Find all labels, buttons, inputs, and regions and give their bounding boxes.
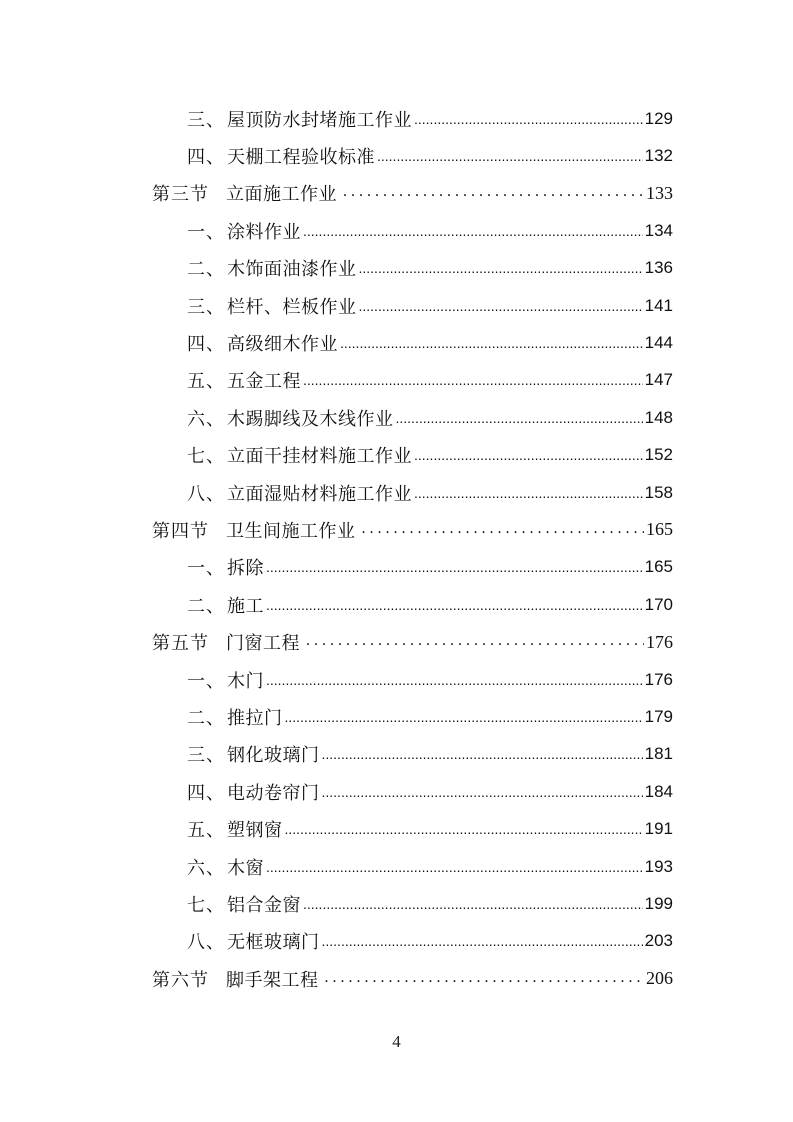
toc-entry-title: 塑钢窗: [227, 820, 283, 842]
toc-dot-leader: [302, 631, 644, 653]
toc-dot-leader: [266, 556, 643, 578]
toc-dot-leader: [340, 332, 643, 354]
toc-section-entry[interactable]: [152, 960, 673, 997]
page-number: 4: [392, 1032, 401, 1051]
toc-entry-number: 一、: [187, 670, 225, 692]
toc-section-entry[interactable]: [152, 511, 673, 548]
toc-dot-leader: [322, 781, 643, 803]
toc-entry-title: 卫生间施工作业: [226, 520, 356, 542]
toc-dot-leader: [414, 108, 643, 130]
toc-entry-page: 136: [644, 258, 673, 278]
toc-entry-title: 无框玻璃门: [227, 932, 320, 954]
toc-entry-title: 铝合金窗: [227, 894, 301, 916]
toc-entry-title: 五金工程: [227, 371, 301, 393]
toc-entry-number: 七、: [187, 894, 225, 916]
toc-item-entry[interactable]: [187, 736, 673, 773]
toc-entry-number: 五、: [187, 820, 225, 842]
toc-item-entry[interactable]: [187, 586, 673, 623]
toc-entry-title: 木踢脚线及木线作业: [227, 408, 394, 430]
toc-entry-page: 165: [646, 519, 673, 540]
toc-entry-title: 拆除: [227, 558, 264, 580]
toc-dot-leader: [303, 893, 643, 915]
toc-item-entry[interactable]: [187, 212, 673, 249]
toc-entry-title: 栏杆、栏板作业: [227, 296, 357, 318]
toc-entry-page: 170: [644, 594, 673, 614]
toc-entry-title: 木门: [227, 670, 264, 692]
toc-entry-number: 二、: [187, 595, 225, 617]
toc-item-entry[interactable]: [187, 773, 673, 810]
toc-dot-leader: [285, 706, 643, 728]
toc-dot-leader: [414, 482, 643, 504]
toc-dot-leader: [322, 930, 643, 952]
toc-entry-number: 第四节: [152, 520, 209, 542]
toc-dot-leader: [303, 369, 643, 391]
toc-entry-page: 199: [644, 893, 673, 913]
toc-entry-number: 一、: [187, 221, 225, 243]
toc-item-entry[interactable]: [187, 848, 673, 885]
toc-dot-leader: [303, 220, 643, 242]
toc-item-entry[interactable]: [187, 399, 673, 436]
toc-entry-page: 165: [644, 557, 673, 577]
toc-dot-leader: [359, 257, 643, 279]
toc-entry-number: 三、: [187, 109, 225, 131]
toc-entry-page: 179: [644, 706, 673, 726]
toc-dot-leader: [377, 145, 643, 167]
toc-entry-title: 立面湿贴材料施工作业: [227, 483, 412, 505]
toc-item-entry[interactable]: [187, 698, 673, 735]
toc-entry-title: 电动卷帘门: [227, 782, 320, 804]
toc-item-entry[interactable]: [187, 549, 673, 586]
toc-entry-number: 四、: [187, 146, 225, 168]
toc-entry-page: 133: [646, 182, 673, 203]
toc-entry-page: 129: [644, 108, 673, 128]
toc-entry-page: 158: [644, 482, 673, 502]
toc-item-entry[interactable]: [187, 437, 673, 474]
toc-entry-page: 144: [644, 332, 673, 352]
toc-dot-leader: [339, 182, 644, 204]
toc-entry-page: 206: [646, 968, 673, 989]
toc-entry-title: 立面施工作业: [226, 184, 337, 206]
toc-entry-number: 第六节: [152, 969, 209, 991]
toc-entry-page: 181: [644, 744, 673, 764]
toc-item-entry[interactable]: [187, 100, 673, 137]
toc-entry-page: 141: [644, 295, 673, 315]
toc-dot-leader: [266, 669, 643, 691]
toc-entry-number: 六、: [187, 857, 225, 879]
toc-entry-title: 推拉门: [227, 707, 283, 729]
toc-entry-title: 高级细木作业: [227, 333, 338, 355]
toc-entry-title: 钢化玻璃门: [227, 745, 320, 767]
toc-entry-number: 第三节: [152, 184, 209, 206]
toc-item-entry[interactable]: [187, 923, 673, 960]
toc-item-entry[interactable]: [187, 885, 673, 922]
toc-entry-number: 二、: [187, 707, 225, 729]
toc-dot-leader: [266, 856, 643, 878]
toc-item-entry[interactable]: [187, 324, 673, 361]
toc-item-entry[interactable]: [187, 287, 673, 324]
toc-entry-number: 三、: [187, 745, 225, 767]
toc-entry-number: 四、: [187, 333, 225, 355]
toc-entry-title: 脚手架工程: [226, 969, 319, 991]
toc-item-entry[interactable]: [187, 474, 673, 511]
toc-entry-number: 八、: [187, 932, 225, 954]
toc-entry-title: 涂料作业: [227, 221, 301, 243]
toc-entry-title: 天棚工程验收标准: [227, 146, 375, 168]
toc-entry-title: 屋顶防水封堵施工作业: [227, 109, 412, 131]
toc-entry-page: 184: [644, 781, 673, 801]
toc-entry-number: 八、: [187, 483, 225, 505]
toc-entry-page: 193: [644, 856, 673, 876]
toc-entry-page: 176: [646, 631, 673, 652]
toc-entry-title: 施工: [227, 595, 264, 617]
toc-dot-leader: [359, 295, 643, 317]
toc-section-entry[interactable]: [152, 175, 673, 212]
toc-dot-leader: [358, 519, 645, 541]
toc-entry-number: 四、: [187, 782, 225, 804]
toc-entry-page: 148: [644, 407, 673, 427]
toc-entry-number: 五、: [187, 371, 225, 393]
toc-dot-leader: [322, 743, 643, 765]
toc-dot-leader: [396, 407, 643, 429]
toc-item-entry[interactable]: [187, 362, 673, 399]
toc-item-entry[interactable]: [187, 137, 673, 174]
toc-entry-page: 191: [644, 819, 673, 839]
toc-dot-leader: [285, 818, 643, 840]
toc-section-entry[interactable]: [152, 624, 673, 661]
toc-entry-page: 176: [644, 669, 673, 689]
toc-item-entry[interactable]: [187, 811, 673, 848]
toc-entry-number: 第五节: [152, 633, 209, 655]
toc-entry-number: 三、: [187, 296, 225, 318]
toc-entry-page: 152: [644, 445, 673, 465]
toc-entry-page: 134: [644, 220, 673, 240]
toc-entry-title: 木窗: [227, 857, 264, 879]
toc-item-entry[interactable]: [187, 661, 673, 698]
toc-entry-number: 七、: [187, 446, 225, 468]
toc-entry-page: 132: [644, 145, 673, 165]
toc-entry-number: 一、: [187, 558, 225, 580]
toc-item-entry[interactable]: [187, 250, 673, 287]
toc-dot-leader: [266, 594, 643, 616]
toc-entry-title: 门窗工程: [226, 633, 300, 655]
toc-entry-number: 六、: [187, 408, 225, 430]
toc-entry-title: 立面干挂材料施工作业: [227, 446, 412, 468]
toc-entry-page: 203: [644, 931, 673, 951]
toc-dot-leader: [321, 968, 645, 990]
toc-dot-leader: [414, 444, 643, 466]
toc-entry-title: 木饰面油漆作业: [227, 259, 357, 281]
toc-entry-page: 147: [644, 370, 673, 390]
toc-entry-number: 二、: [187, 259, 225, 281]
